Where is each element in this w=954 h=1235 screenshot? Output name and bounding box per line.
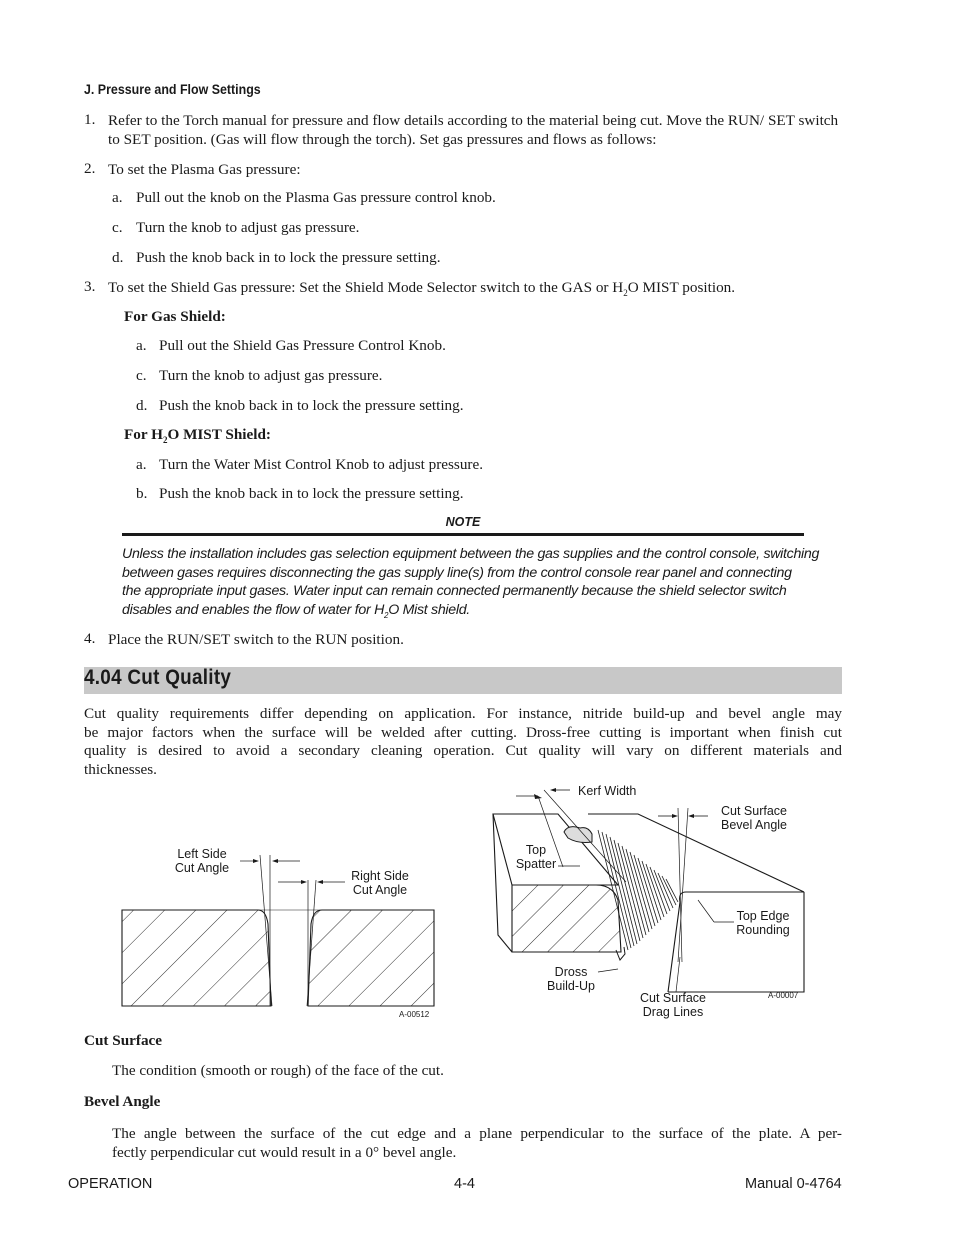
sub-label: a.: [136, 456, 147, 473]
left-side-cut-angle-label: Left Side Cut Angle: [174, 847, 230, 875]
step-number: 3.: [84, 278, 96, 295]
sub-text: Push the knob back in to lock the pressure setting.: [159, 397, 464, 414]
step-number: 2.: [84, 160, 96, 177]
sub-text: Turn the Water Mist Control Knob to adjust pressure.: [159, 456, 484, 473]
step-1-text: Refer to the Torch manual for pressure and flow details according to the material being cut. Move the RUN/ SET switch to SET position. (Gas will flow through the torch). Set gas pressures and flows as follows:: [108, 112, 839, 148]
step-3-text: To set the Shield Gas pressure: Set the Shield Mode Selector switch to the GAS or $H_2O$ MIST position.: [108, 279, 736, 299]
sub-text: Push the knob back in to lock the pressure setting.: [136, 249, 441, 266]
sub-label: d.: [112, 249, 124, 266]
step-number: 4.: [84, 630, 96, 647]
top-edge-rounding-label: Top Edge Rounding: [736, 909, 790, 937]
sub-text: Pull out the Shield Gas Pressure Control Knob.: [159, 337, 446, 354]
figure-code: A-00512: [399, 1010, 430, 1019]
cut-angle-diagram: [110, 840, 450, 1025]
bevel-angle-definition: The angle between the surface of the cut edge and a plane perpendicular to the surface of the plate. A per- fectly perpendicular cut would result in a 0° bevel angle.: [112, 1125, 842, 1161]
sub-label: a.: [136, 337, 147, 354]
sub-label: c.: [112, 219, 123, 236]
sub-label: a.: [112, 189, 123, 206]
step-2-text: To set the Plasma Gas pressure:: [108, 161, 301, 178]
note-rule: [122, 533, 804, 536]
bevel-angle-term: Bevel Angle: [84, 1093, 161, 1110]
cut-quality-intro: Cut quality requirements differ depending on application. For instance, nitride build-up and bevel angle may be major factors when the surface will be welded after cutting. Dross-free cutting is important when finish cut quality is desired to avoid a secondary cleaning operation. Cut quality will vary on different materials and thicknesses.: [84, 705, 842, 778]
mist-shield-heading: For $H_2O$ MIST Shield:: [124, 426, 271, 446]
footer-page-number: 4-4: [454, 1176, 475, 1192]
drag-lines-label: Cut Surface Drag Lines: [639, 991, 706, 1019]
cut-surface-definition: The condition (smooth or rough) of the face of the cut.: [112, 1062, 444, 1079]
gas-shield-heading: For Gas Shield:: [124, 308, 226, 325]
step-number: 1.: [84, 111, 96, 128]
sub-label: d.: [136, 397, 148, 414]
right-side-cut-angle-label: Right Side Cut Angle: [351, 869, 409, 897]
top-spatter-label: Top Spatter: [515, 843, 557, 871]
bevel-angle-label: Cut Surface Bevel Angle: [720, 804, 788, 832]
sub-text: Turn the knob to adjust gas pressure.: [136, 219, 360, 236]
section-j-heading: J. Pressure and Flow Settings: [84, 82, 261, 97]
sub-text: Turn the knob to adjust gas pressure.: [159, 367, 383, 384]
cut-surface-term: Cut Surface: [84, 1032, 163, 1049]
note-title: NOTE: [445, 515, 481, 529]
sub-text: Pull out the knob on the Plasma Gas pressure control knob.: [136, 189, 496, 206]
dross-build-up-label: Dross Build-Up: [547, 965, 595, 993]
sub-text: Push the knob back in to lock the pressure setting.: [159, 485, 464, 502]
figure-code: A-00007: [768, 991, 799, 1000]
section-title: 4.04 Cut Quality: [84, 666, 232, 689]
note-text: Unless the installation includes gas selection equipment between the gas supplies and the control console, switching between gases requires disconnecting the gas supply line(s) from the control console rear panel and connecting the appropriate input gases. Water input can remain connected permanently because the shield selector switch disables and enables the flow of water for $H_2O$ Mist shield.: [122, 546, 820, 620]
kerf-width-label: Kerf Width: [578, 784, 637, 798]
step-4-text: Place the RUN/SET switch to the RUN position.: [108, 631, 404, 648]
sub-label: c.: [136, 367, 147, 384]
sub-label: b.: [136, 485, 148, 502]
footer-section: OPERATION: [68, 1176, 153, 1192]
footer-manual-number: Manual 0-4764: [745, 1176, 842, 1192]
